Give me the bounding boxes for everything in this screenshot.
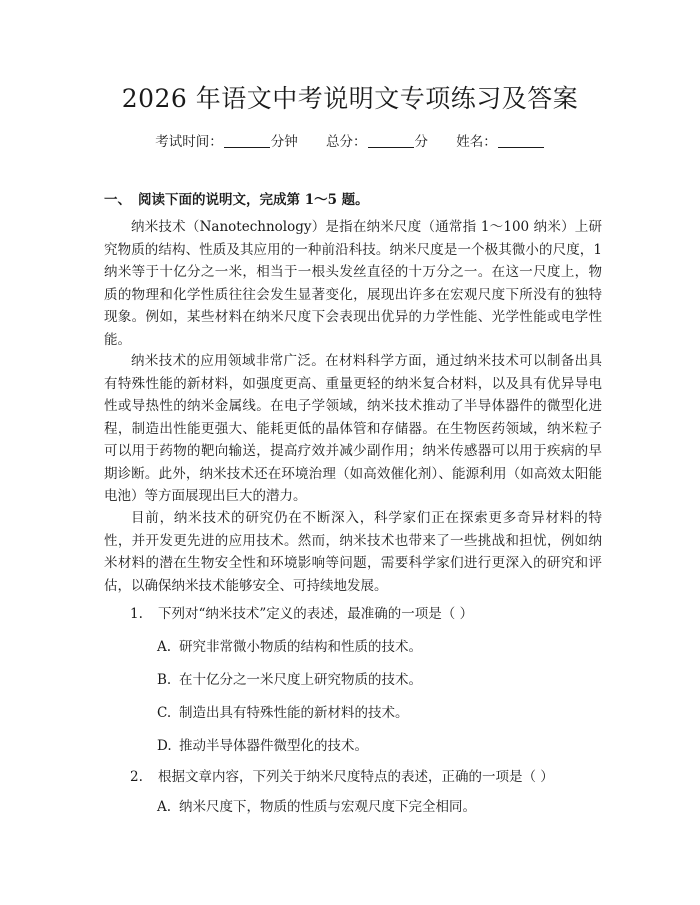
section-heading xyxy=(104,190,369,210)
question-2 xyxy=(130,767,554,787)
option-text: 推动半导体器件微型化的技术。 xyxy=(179,738,368,754)
page-title: 2026 年语文中考说明文专项练习及答案 xyxy=(121,84,579,113)
question-stem: 根据文章内容，下列关于纳米尺度特点的表述，正确的一项是（ ） xyxy=(158,769,554,785)
exam-time-label: 考试时间： xyxy=(155,134,223,150)
section-number: 一、 xyxy=(104,192,131,208)
option-label: B. xyxy=(157,672,172,688)
option-label: A. xyxy=(157,799,172,815)
total-score-label: 总分： xyxy=(326,134,367,150)
option-text: 纳米尺度下，物质的性质与宏观尺度下完全相同。 xyxy=(179,799,476,815)
name-label: 姓名： xyxy=(456,134,497,150)
option-label: A. xyxy=(157,639,172,655)
total-score-blank xyxy=(368,133,414,148)
passage-paragraph-3: 目前，纳米技术的研究仍在不断深入，科学家们正在探索更多奇异材料的特性，并开发更先进的应用技术。然而，纳米技术也带来了一些挑战和担忧，例如纳米材料的潜在生物安全性和环境影响等问题，需要科学家们进行更深入的研究和评估，以确保纳米技术能够安全、可持续地发展。 xyxy=(104,510,602,594)
passage-paragraph-2: 纳米技术的应用领域非常广泛。在材料科学方面，通过纳米技术可以制备出具有特殊性能的新材料，如强度更高、重量更轻的纳米复合材料，以及具有优异导电性或导热性的纳米金属线。在电子学领域，纳米技术推动了半导体器件的微型化进程，制造出性能更强大、能耗更低的晶体管和存储器。在生物医药领域，纳米粒子可以用于药物的靶向输送，提高疗效并减少副作用；纳米传感器可以用于疾病的早期诊断。此外，纳米技术还在环境治理（如高效催化剂）、能源利用（如高效太阳能电池）等方面展现出巨大的潜力。 xyxy=(104,353,602,504)
exam-time-unit: 分钟 xyxy=(270,134,298,150)
question-1-option-a xyxy=(157,637,422,657)
exam-info-line xyxy=(0,132,700,152)
option-label: C. xyxy=(157,705,172,721)
option-text: 在十亿分之一米尺度上研究物质的技术。 xyxy=(179,672,422,688)
exam-time-field xyxy=(155,132,298,152)
name-blank xyxy=(498,133,544,148)
total-score-field xyxy=(326,132,428,152)
question-1 xyxy=(130,604,473,624)
question-number: 2. xyxy=(130,769,143,785)
question-number: 1. xyxy=(130,606,143,622)
option-text: 制造出具有特殊性能的新材料的技术。 xyxy=(179,705,409,721)
passage-paragraph-1: 纳米技术（Nanotechnology）是指在纳米尺度（通常指 1～100 纳米）上研究物质的结构、性质及其应用的一种前沿科技。纳米尺度是一个极其微小的尺度，1 纳米等于十亿分之一米，相当于一根头发丝直径的十万分之一。在这一尺度上，物质的物理和化学性质往往会发生显著变化，展现出许多在宏观尺度下所没有的独特现象。例如，某些材料在纳米尺度下会表现出优异的力学性能、光学性能或电学性能。 xyxy=(104,219,602,348)
name-field xyxy=(456,132,545,152)
question-1-option-d xyxy=(157,736,368,756)
question-2-option-a xyxy=(157,797,476,817)
total-score-unit: 分 xyxy=(414,134,428,150)
option-text: 研究非常微小物质的结构和性质的技术。 xyxy=(179,639,422,655)
option-label: D. xyxy=(157,738,172,754)
section-heading-text: 阅读下面的说明文，完成第 1～5 题。 xyxy=(138,192,369,208)
question-1-option-c xyxy=(157,703,409,723)
question-stem: 下列对“纳米技术”定义的表述，最准确的一项是（ ） xyxy=(158,606,474,622)
exam-time-blank xyxy=(224,133,270,148)
question-1-option-b xyxy=(157,670,422,690)
